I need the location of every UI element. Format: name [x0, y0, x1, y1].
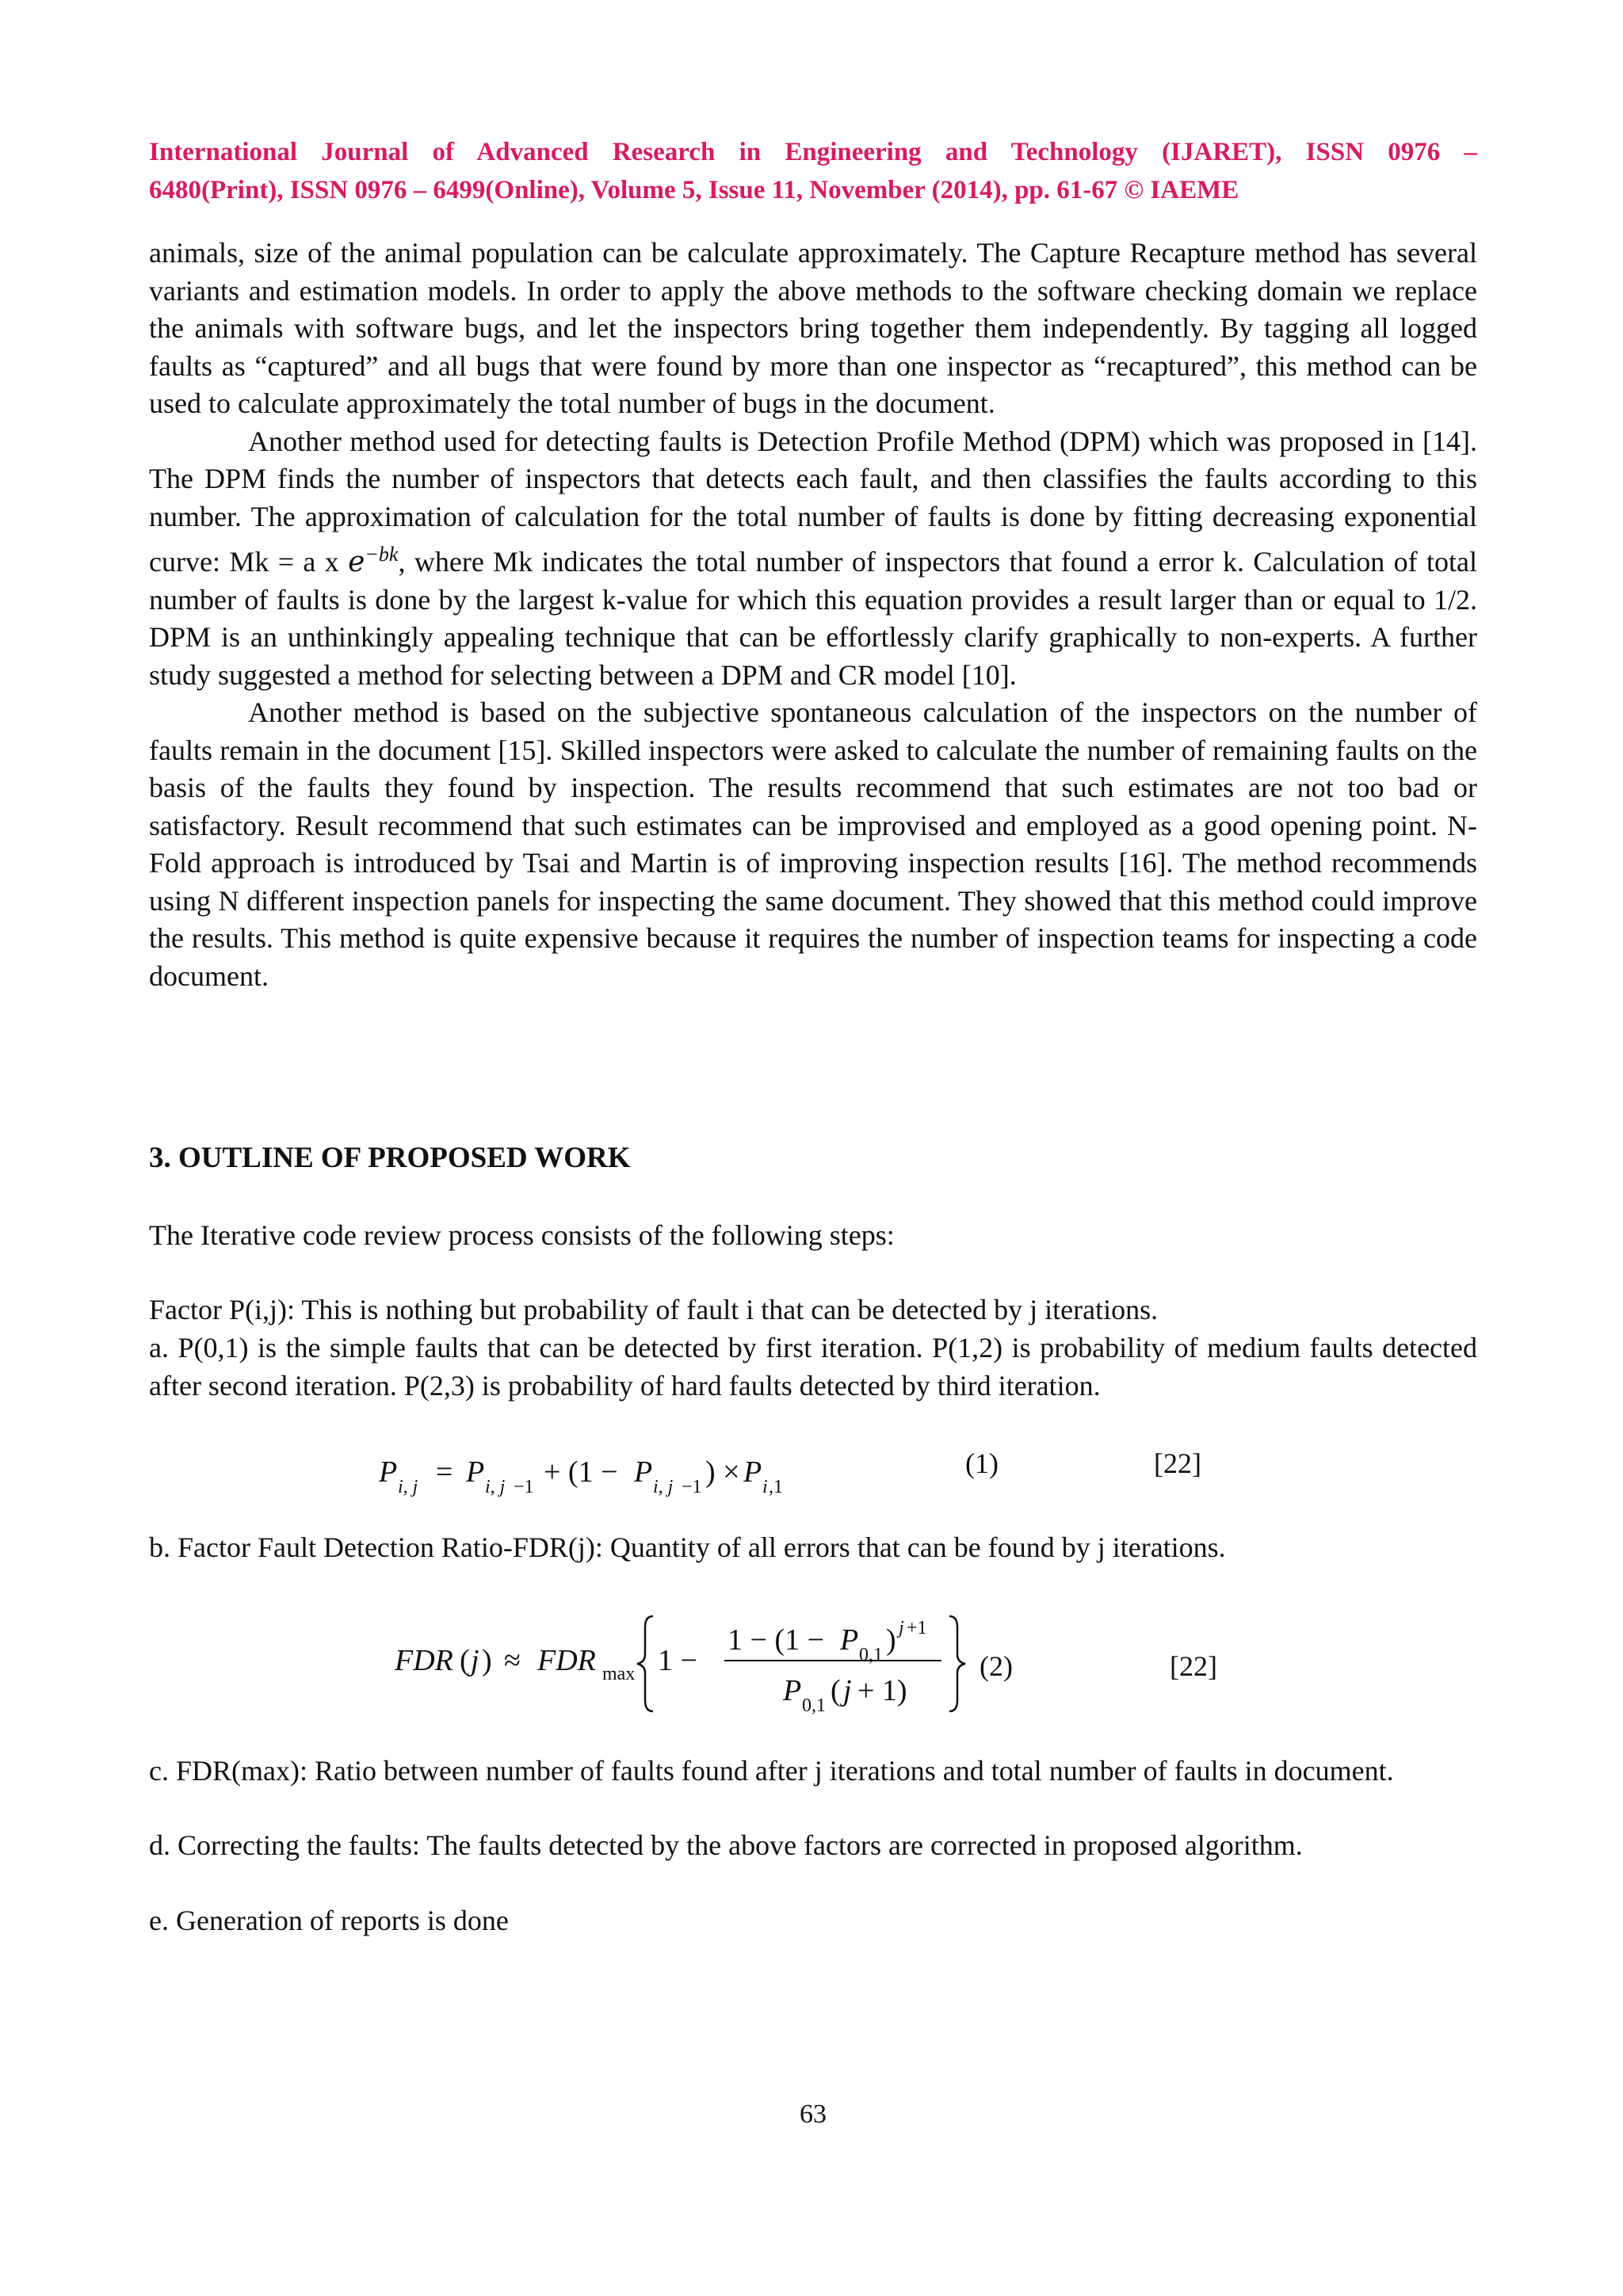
- item-e: e. Generation of reports is done: [149, 1905, 509, 1936]
- svg-text:FDR: FDR: [537, 1644, 596, 1677]
- svg-text:): ): [886, 1623, 896, 1657]
- svg-text:P: P: [379, 1455, 398, 1489]
- svg-text:−1: −1: [514, 1477, 534, 1497]
- equation-1-reference: [22]: [1154, 1447, 1201, 1479]
- svg-text:): ): [482, 1644, 492, 1677]
- page-number: 63: [800, 2100, 827, 2129]
- exponent-base: e: [348, 546, 365, 578]
- section-heading: 3. OUTLINE OF PROPOSED WORK: [149, 1142, 631, 1174]
- svg-text:i: i: [762, 1477, 768, 1497]
- svg-text:P: P: [466, 1455, 485, 1489]
- paragraph-3: Another method is based on the subjective spontaneous calculation of the inspectors on the number of faults remain in the document [15]. Skilled inspectors were asked to calculate the number of remaining faults on the basis of the faults they found by inspection. The results recommend that such estimates are not too bad or satisfactory. Result recommend that such estimates can be improvised and employed as a good opening point. N-Fold approach is introduced by Tsai and Martin is of improving inspection results [16]. The method recommends using N different inspection panels for inspecting the same document. They showed that this method could improve the results. This method is quite expensive because it requires the number of inspection teams for inspecting a code document.: [149, 696, 1477, 992]
- equation-1-number: (1): [965, 1447, 999, 1479]
- journal-header: [149, 133, 1477, 209]
- factor-p-line: Factor P(i,j): This is nothing but probability of fault i that can be detected by j iterations.: [149, 1294, 1159, 1325]
- equation-2-number: (2): [980, 1650, 1013, 1682]
- svg-text:i, j: i, j: [653, 1477, 674, 1497]
- equation-2-formula: [395, 1600, 1044, 1719]
- item-c: c. FDR(max): Ratio between number of faults found after j iterations and total number of faults in document.: [149, 1755, 1394, 1787]
- svg-text:P: P: [743, 1455, 762, 1489]
- svg-text:0,1: 0,1: [802, 1695, 826, 1716]
- svg-text:(: (: [831, 1674, 841, 1707]
- equation-1-formula: [379, 1442, 934, 1513]
- svg-text:P: P: [634, 1455, 653, 1489]
- section-intro: The Iterative code review process consists of the following steps:: [149, 1219, 895, 1251]
- body-section-1: [149, 235, 1477, 995]
- svg-text:≈: ≈: [504, 1644, 521, 1677]
- svg-text:−1: −1: [682, 1477, 702, 1497]
- paragraph-2-part-b: , where Mk indicates the total number of inspectors that found a error k. Calculation of total number of faults is done by the largest k-value for which this equation provides a result larger than or equal to 1/2. DPM is an unthinkingly appealing technique that can be effortlessly clarify graphically to non-experts. A further study suggested a method for selecting between a DPM and CR model [10].: [149, 546, 1477, 691]
- svg-text:,1: ,1: [769, 1477, 783, 1497]
- equation-2-reference: [22]: [1170, 1650, 1217, 1682]
- svg-text:=: =: [436, 1455, 453, 1489]
- svg-text:max: max: [602, 1664, 636, 1684]
- paragraph-1: animals, size of the animal population can be calculate approximately. The Capture Recapture method has several variants and estimation models. In order to apply the above methods to the software checking domain we replace the animals with software bugs, and let the inspectors bring together them independently. By tagging all logged faults as “captured” and all bugs that were found by more than one inspector as “recaptured”, this method can be used to calculate approximately the total number of bugs in the document.: [149, 237, 1477, 419]
- header-line-2: 6480(Print), ISSN 0976 – 6499(Online), Volume 5, Issue 11, November (2014), pp. 61-67 © IAEME: [149, 176, 1239, 204]
- svg-text:(: (: [460, 1644, 470, 1677]
- item-b: b. Factor Fault Detection Ratio-FDR(j): Quantity of all errors that can be found by j iterations.: [149, 1531, 1226, 1563]
- svg-text:+1: +1: [907, 1618, 927, 1638]
- svg-text:j: j: [843, 1674, 852, 1707]
- paragraph-2-part-a: Another method used for detecting faults is Detection Profile Method (DPM) which was proposed in [14]. The DPM finds the number of inspectors that detects each fault, and then classifies the faults according to this number. The approximation of calculation for the total number of faults is done by fitting decreasing exponential curve: Mk = a x: [149, 425, 1477, 578]
- svg-text:i, j: i, j: [485, 1477, 506, 1497]
- svg-text:j: j: [899, 1618, 904, 1638]
- svg-text:FDR: FDR: [395, 1644, 453, 1677]
- svg-text:) ×: ) ×: [705, 1455, 740, 1489]
- svg-text:1 − (1 −: 1 − (1 −: [727, 1623, 825, 1657]
- svg-text:+ (1 −: + (1 −: [544, 1455, 618, 1489]
- svg-text:1 −: 1 −: [658, 1644, 697, 1677]
- svg-text:i, j: i, j: [398, 1477, 418, 1497]
- svg-text:P: P: [783, 1674, 802, 1707]
- item-d: d. Correcting the faults: The faults detected by the above factors are corrected in proposed algorithm.: [149, 1829, 1303, 1861]
- exponent-sup: −bk: [365, 543, 399, 566]
- svg-text:+ 1): + 1): [857, 1674, 907, 1707]
- header-line-1: International Journal of Advanced Research in Engineering and Technology (IJARET), ISSN 0976 –: [149, 138, 1477, 166]
- paragraph-2: [149, 423, 1477, 695]
- svg-text:j: j: [471, 1644, 479, 1677]
- item-a: a. P(0,1) is the simple faults that can be detected by first iteration. P(1,2) is probability of medium faults detected after second iteration. P(2,3) is probability of hard faults detected by third iteration.: [149, 1332, 1477, 1402]
- svg-text:P: P: [840, 1623, 859, 1657]
- svg-text:0,1: 0,1: [859, 1645, 883, 1665]
